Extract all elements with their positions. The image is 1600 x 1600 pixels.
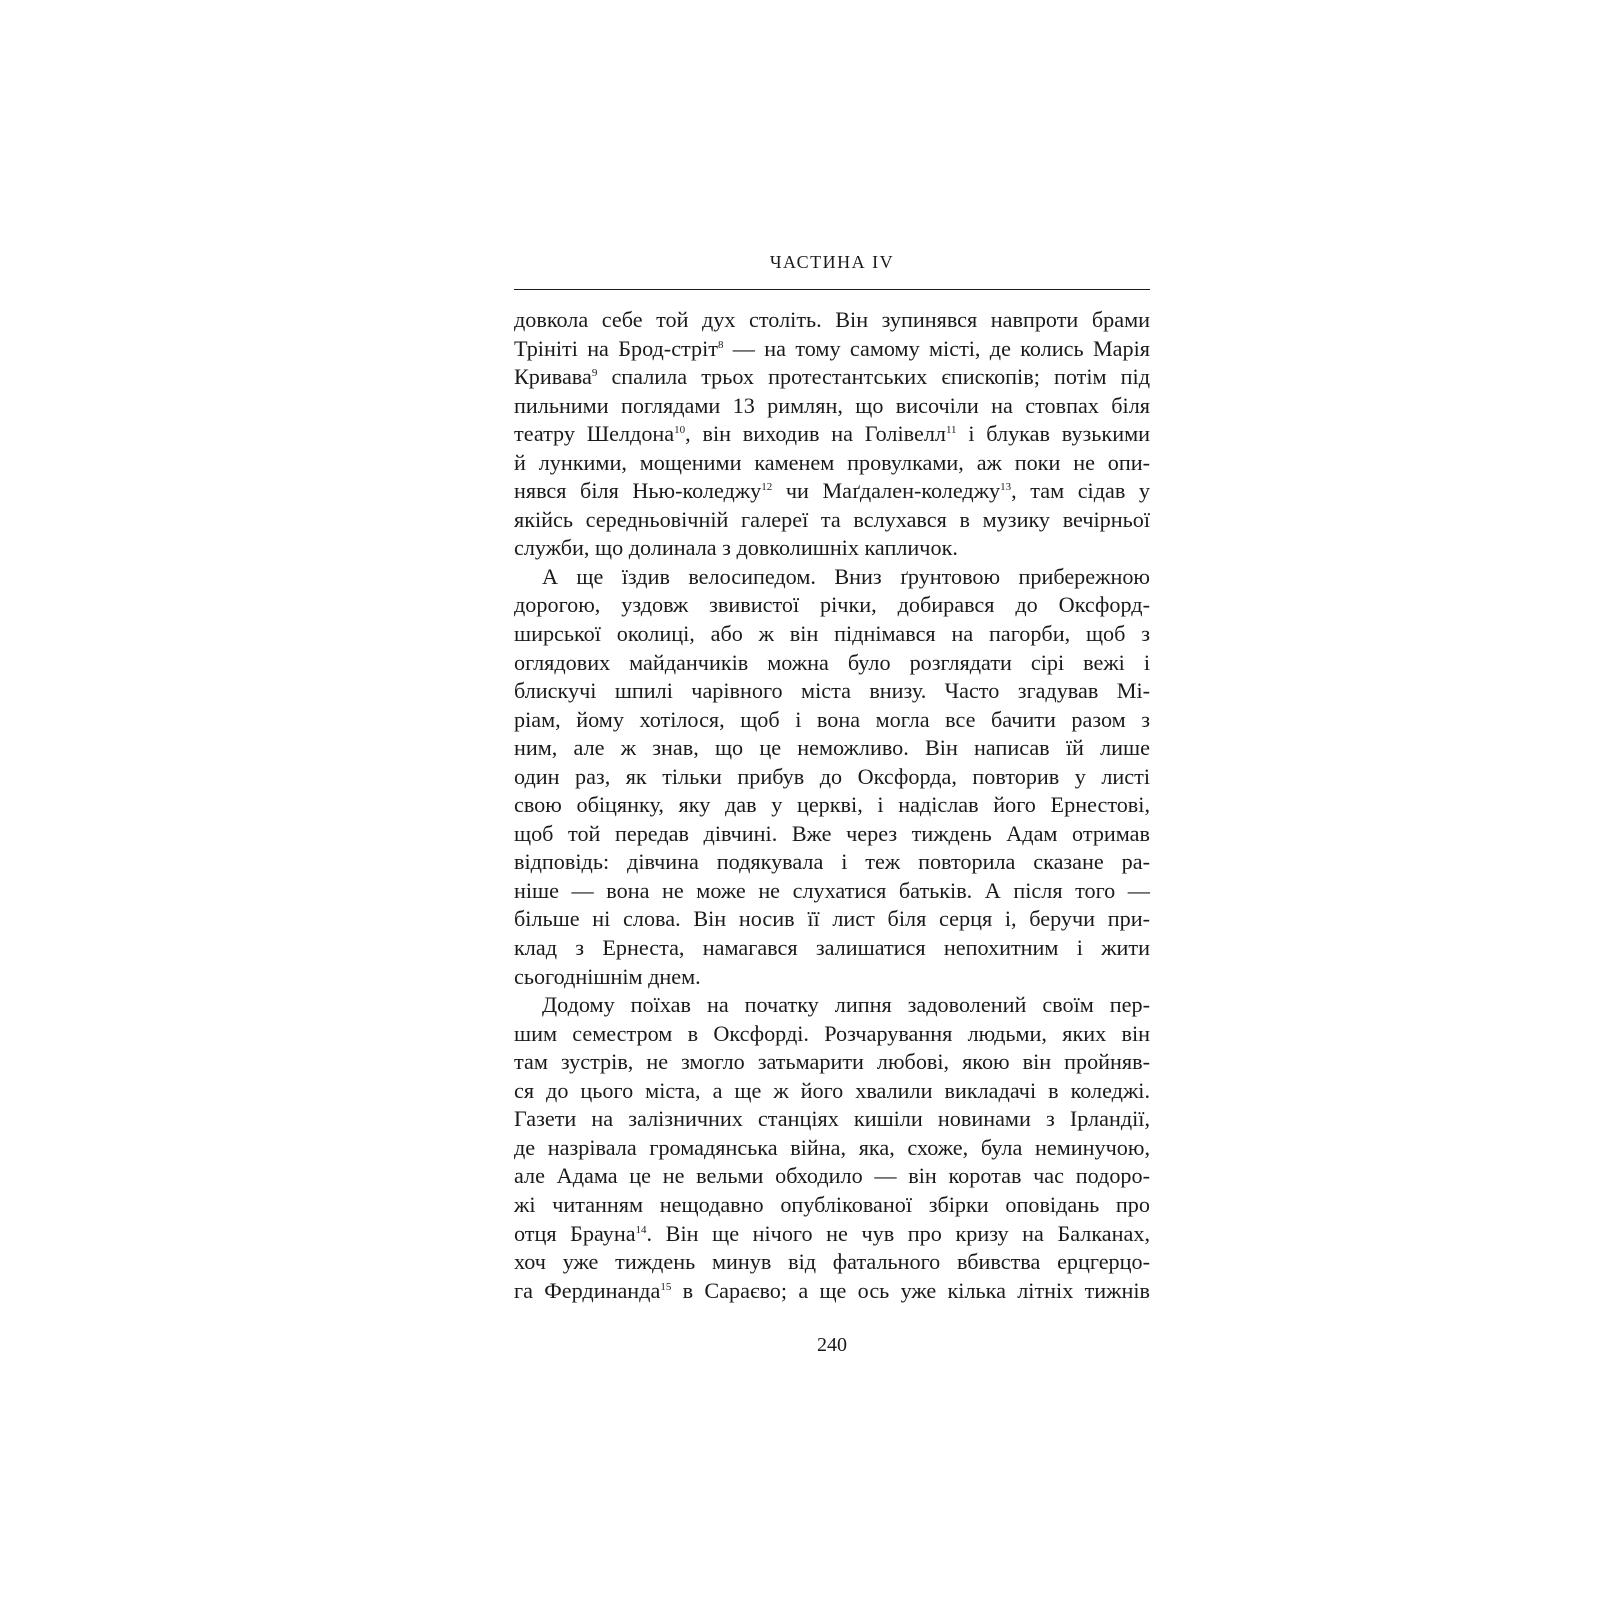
text-line [514,1077,1150,1106]
footnote-marker: 8 [717,338,724,351]
text-line [514,1048,1150,1077]
text-line [514,820,1150,849]
body-text [514,306,1150,1305]
line-text: там зустрів, не змогло затьмарити любові, якою він пройняв- [514,1049,1150,1075]
line-text: оглядових майданчиків можна було розглядати сірі вежі і [514,649,1150,675]
footnote-marker: 13 [1000,481,1012,494]
footnote-marker: 14 [635,1223,647,1236]
footnote-marker: 9 [591,367,598,380]
line-text: чи Маґдален-коледжу [772,478,1001,504]
line-text: й лункими, мощеними каменем провулками, аж поки не опи- [514,449,1150,475]
text-line [514,791,1150,820]
line-text: більше ні слова. Він носив її лист біля серця і, беручи при- [514,906,1150,932]
text-line [514,392,1150,421]
line-text: , там сідав у [1011,478,1150,504]
line-text: хоч уже тиждень минув від фатального вбивства ерцгерцо- [514,1249,1150,1275]
line-text: де назрівала громадянська війна, яка, схоже, була неминучою, [514,1134,1150,1160]
line-text: свою обіцянку, яку дав у церкві, і надіслав його Ернестові, [514,792,1150,818]
text-line [514,1220,1150,1249]
text-line [514,363,1150,392]
line-text: сьогоднішнім днем. [514,963,701,989]
line-text: жі читанням нещодавно опублікованої збірки оповідань про [514,1191,1150,1217]
line-text: служби, що долинала з довколишніх капличок. [514,535,958,561]
line-text: шим семестром в Оксфорді. Розчарування людьми, яких він [514,1020,1150,1046]
text-line [514,1134,1150,1163]
text-line [514,506,1150,535]
footnote-marker: 11 [945,424,957,437]
text-line [514,763,1150,792]
line-text: Газети на залізничних станціях кишіли новинами з Ірландії, [514,1106,1150,1132]
book-page [514,250,1150,1380]
line-text: в Сараєво; а ще ось уже кілька літніх тижнів [671,1277,1150,1303]
line-text: щоб той передав дівчині. Вже через тиждень Адам отримав [514,820,1150,846]
line-text: га Фердинанда [514,1277,661,1303]
text-line [514,563,1150,592]
text-line [514,734,1150,763]
line-text: довкола себе той дух століть. Він зупинявся навпроти брами [514,307,1150,332]
line-text: Трініті на Брод-стріт [514,335,718,361]
line-text: А ще їздив велосипедом. Вниз ґрунтовою прибережною [542,563,1150,589]
text-line [514,905,1150,934]
text-line [514,420,1150,449]
line-text: Кривава [514,364,592,390]
text-line [514,706,1150,735]
footnote-marker: 12 [761,481,773,494]
line-text: відповідь: дівчина подякувала і теж повторила сказане ра- [514,849,1150,875]
line-text: пильними поглядами 13 римлян, що височіли на стовпах біля [514,392,1150,418]
line-text: нявся біля Нью-коледжу [514,478,762,504]
line-text: один раз, як тільки прибув до Оксфорда, повторив у листі [514,763,1150,789]
line-text: і блукав вузькими [956,421,1150,447]
page-number: 240 [817,1334,847,1356]
line-text: . Він ще нічого не чув про кризу на Балканах, [646,1220,1150,1246]
line-text: якійсь середньовічній галереї та вслухався в музику вечірньої [514,506,1150,532]
text-line [514,335,1150,364]
text-line [514,591,1150,620]
line-text: ним, але ж знав, що це неможливо. Він написав їй лише [514,735,1150,761]
text-line [514,477,1150,506]
text-line [514,1191,1150,1220]
text-line [514,963,1150,992]
line-text: клад з Ернеста, намагався залишатися непохитним і жити [514,935,1150,961]
line-text: театру Шелдона [514,421,675,447]
line-text: блискучі шпилі чарівного міста внизу. Часто згадував Мі- [514,678,1150,704]
line-text: ніше — вона не може не слухатися батьків. А після того — [514,877,1150,903]
footnote-marker: 10 [674,424,686,437]
text-line [514,649,1150,678]
footnote-marker: 15 [660,1280,672,1293]
line-text: дорогою, уздовж звивистої річки, добирався до Оксфорд- [514,592,1150,618]
text-line [514,449,1150,478]
text-line [514,848,1150,877]
text-line [514,306,1150,335]
line-text: але Адама це не вельми обходило — він коротав час подоро- [514,1163,1150,1189]
header-rule [514,289,1150,290]
line-text: ширської околиці, або ж він піднімався на пагорби, щоб з [514,621,1150,647]
text-line [514,1020,1150,1049]
line-text: — на тому самому місті, де колись Марія [723,335,1150,361]
text-line [514,677,1150,706]
line-text: отця Брауна [514,1220,636,1246]
line-text: Додому поїхав на початку липня задоволений своїм пер- [542,992,1150,1018]
line-text: спалила трьох протестантських єпископів; потім під [597,364,1150,390]
text-line [514,934,1150,963]
text-line [514,991,1150,1020]
line-text: , він виходив на Голівелл [685,421,946,447]
line-text: ріам, йому хотілося, щоб і вона могла все бачити разом з [514,706,1150,732]
text-line [514,1105,1150,1134]
text-line [514,620,1150,649]
text-line [514,1248,1150,1277]
text-line [514,534,1150,563]
text-line [514,1162,1150,1191]
running-head: ЧАСТИНА IV [769,252,895,272]
line-text: ся до цього міста, а ще ж його хвалили викладачі в коледжі. [514,1077,1150,1103]
text-line [514,877,1150,906]
text-line [514,1277,1150,1306]
